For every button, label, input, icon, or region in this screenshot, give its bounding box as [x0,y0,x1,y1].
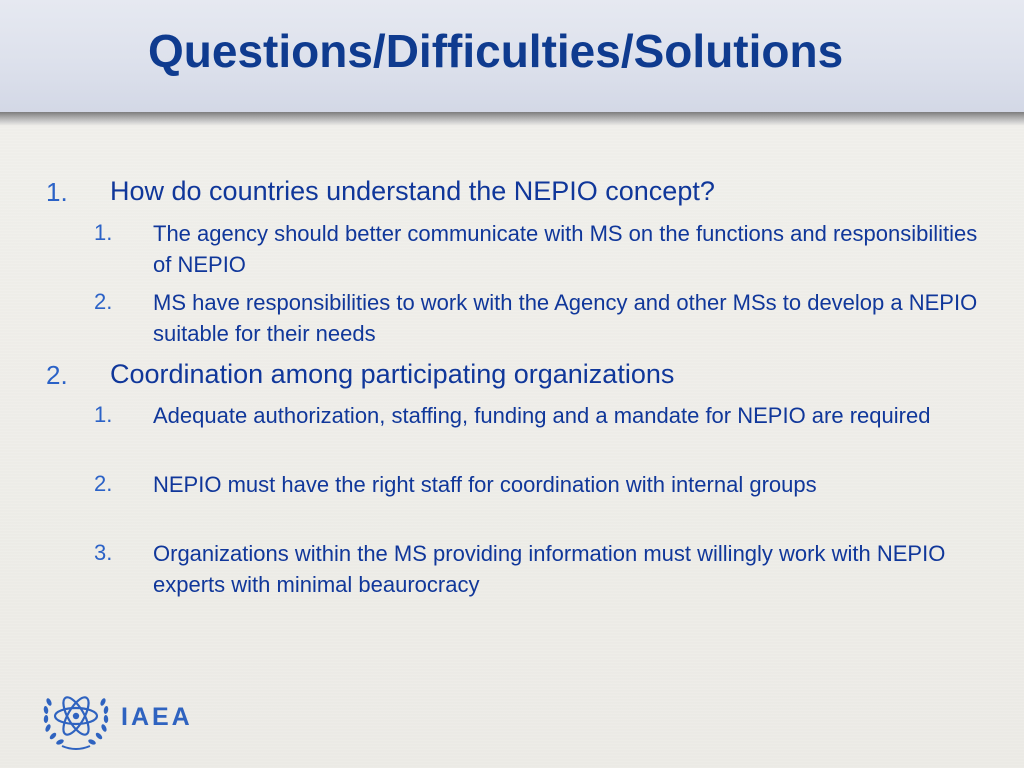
subitem-number: 2. [94,471,113,496]
title-divider [0,112,1024,126]
subitem-text: Organizations within the MS providing information must willingly work with NEPIO experts with minimal beaurocracy [153,541,946,597]
item-number: 2. [46,360,68,390]
subitem-text: NEPIO must have the right staff for coordination with internal groups [153,472,817,497]
item-text: Coordination among participating organizations [110,359,675,389]
item-number: 1. [46,177,68,207]
item-text: How do countries understand the NEPIO concept? [110,176,715,206]
subitem-text: MS have responsibilities to work with the Agency and other MSs to develop a NEPIO suitable for their needs [153,290,978,346]
slide-title: Questions/Difficulties/Solutions [148,25,844,77]
iaea-logo-text: IAEA [121,703,193,731]
subitem-text: Adequate authorization, staffing, funding and a mandate for NEPIO are required [153,403,931,428]
iaea-atom-laurel-icon [40,686,112,752]
subitem-text: The agency should better communicate with MS on the functions and responsibilities of NEPIO [153,221,978,277]
subitem-number: 1. [94,220,113,245]
subitem-number: 3. [94,540,113,565]
subitem-number: 2. [94,289,113,314]
subitem-number: 1. [94,402,113,427]
